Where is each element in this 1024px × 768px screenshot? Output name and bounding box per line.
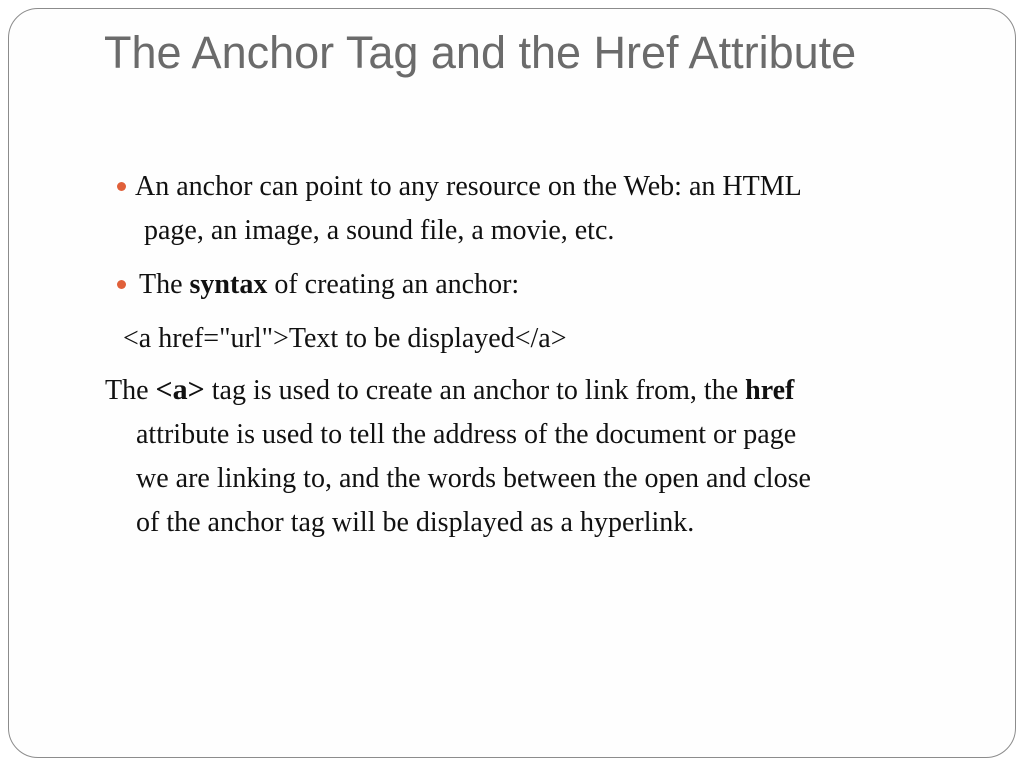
syntax-keyword: syntax [189, 269, 268, 300]
syntax-prefix: The [139, 269, 190, 300]
anchor-tag-label: <a> [155, 373, 205, 406]
bullet-dot-icon [117, 182, 126, 191]
href-attribute-label: href [745, 375, 795, 406]
code-example: <a href="url">Text to be displayed</a> [123, 323, 567, 354]
explanation-middle: tag is used to create an anchor to link from, the [204, 375, 746, 406]
explanation-line-3: we are linking to, and the words between the open and close [136, 463, 811, 494]
bullet-line-2: page, an image, a sound file, a movie, etc. [144, 215, 615, 246]
explanation-line-4: of the anchor tag will be displayed as a hyperlink. [136, 507, 695, 538]
bullet-item-syntax [139, 263, 969, 307]
syntax-suffix: of creating an anchor: [267, 269, 520, 300]
explanation-line-2: attribute is used to tell the address of the document or page [136, 419, 797, 450]
bullet-line-1: An anchor can point to any resource on the Web: an HTML [135, 171, 802, 202]
slide-title: The Anchor Tag and the Href Attribute [104, 27, 857, 78]
explanation-prefix: The [105, 375, 156, 406]
bullet-item-anchor-resources [135, 165, 965, 253]
explanation-paragraph [105, 368, 985, 545]
bullet-dot-icon [117, 280, 126, 289]
